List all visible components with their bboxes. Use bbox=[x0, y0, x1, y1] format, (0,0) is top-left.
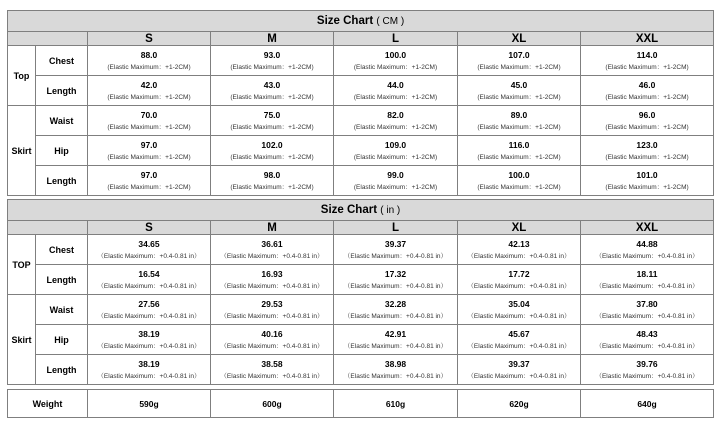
cm-size-cell bbox=[211, 76, 334, 106]
cm-measurement-value: 116.0 bbox=[508, 139, 530, 150]
cm-measurement-label: Waist bbox=[36, 106, 88, 136]
inch-group-label: TOP bbox=[8, 235, 36, 295]
inch-size-cell bbox=[458, 355, 581, 385]
cm-elastic-note: (Elastic Maximum：+1-2CM) bbox=[107, 183, 191, 191]
inch-measurement-value: 38.58 bbox=[261, 358, 283, 369]
inch-header-blank bbox=[8, 221, 88, 235]
cm-size-header-row bbox=[8, 32, 714, 46]
cm-measurement-value: 70.0 bbox=[140, 109, 158, 120]
inch-elastic-note: （Elastic Maximum：+0.4-0.81 in） bbox=[97, 342, 201, 350]
cm-size-cell bbox=[458, 76, 581, 106]
inch-size-header-row bbox=[8, 221, 714, 235]
inch-size-cell bbox=[88, 265, 211, 295]
cm-size-header: XXL bbox=[581, 32, 714, 46]
cm-measurement-value: 97.0 bbox=[140, 169, 158, 180]
cm-measurement-value: 123.0 bbox=[636, 139, 658, 150]
cm-data-row bbox=[8, 46, 714, 76]
cm-elastic-note: (Elastic Maximum：+1-2CM) bbox=[353, 153, 438, 161]
weight-value: 600g bbox=[211, 390, 334, 418]
cm-data-row bbox=[8, 166, 714, 196]
cm-elastic-note: (Elastic Maximum：+1-2CM) bbox=[107, 123, 191, 131]
inch-measurement-value: 34.65 bbox=[138, 238, 160, 249]
inch-size-cell bbox=[334, 235, 458, 265]
inch-size-cell bbox=[211, 325, 334, 355]
cm-measurement-value: 102.0 bbox=[261, 139, 283, 150]
cm-title-row bbox=[8, 11, 714, 32]
cm-title bbox=[8, 11, 714, 32]
cm-measurement-label: Hip bbox=[36, 136, 88, 166]
cm-size-cell bbox=[211, 106, 334, 136]
cm-measurement-value: 89.0 bbox=[510, 109, 528, 120]
cm-size-cell bbox=[334, 166, 458, 196]
cm-measurement-label: Length bbox=[36, 76, 88, 106]
cm-elastic-note: (Elastic Maximum：+1-2CM) bbox=[353, 183, 438, 191]
inch-size-header: L bbox=[334, 221, 458, 235]
cm-measurement-value: 43.0 bbox=[263, 79, 281, 90]
inch-size-cell bbox=[334, 325, 458, 355]
size-chart-inch-table bbox=[7, 199, 714, 385]
cm-elastic-note: (Elastic Maximum：+1-2CM) bbox=[605, 183, 689, 191]
cm-measurement-value: 46.0 bbox=[638, 79, 656, 90]
cm-size-cell bbox=[211, 136, 334, 166]
cm-elastic-note: (Elastic Maximum：+1-2CM) bbox=[477, 93, 561, 101]
inch-title-unit: ( in ) bbox=[380, 205, 401, 216]
inch-measurement-value: 17.72 bbox=[508, 268, 530, 279]
cm-size-header: S bbox=[88, 32, 211, 46]
cm-data-row bbox=[8, 76, 714, 106]
inch-elastic-note: （Elastic Maximum：+0.4-0.81 in） bbox=[595, 312, 699, 320]
cm-measurement-value: 101.0 bbox=[636, 169, 658, 180]
cm-measurement-value: 99.0 bbox=[387, 169, 404, 180]
cm-elastic-note: (Elastic Maximum：+1-2CM) bbox=[605, 63, 689, 71]
inch-elastic-note: （Elastic Maximum：+0.4-0.81 in） bbox=[220, 312, 324, 320]
inch-elastic-note: （Elastic Maximum：+0.4-0.81 in） bbox=[467, 372, 571, 380]
inch-elastic-note: （Elastic Maximum：+0.4-0.81 in） bbox=[467, 342, 571, 350]
inch-measurement-value: 42.91 bbox=[384, 328, 407, 339]
inch-elastic-note: （Elastic Maximum：+0.4-0.81 in） bbox=[220, 252, 324, 260]
cm-size-cell bbox=[88, 106, 211, 136]
cm-measurement-value: 97.0 bbox=[140, 139, 158, 150]
inch-measurement-value: 39.76 bbox=[636, 358, 658, 369]
weight-value: 610g bbox=[334, 390, 458, 418]
cm-measurement-value: 96.0 bbox=[638, 109, 656, 120]
inch-measurement-value: 17.32 bbox=[384, 268, 407, 279]
cm-group-label: Skirt bbox=[8, 106, 36, 196]
cm-size-cell bbox=[581, 46, 714, 76]
cm-size-cell bbox=[334, 76, 458, 106]
cm-size-cell bbox=[211, 166, 334, 196]
inch-size-header: XL bbox=[458, 221, 581, 235]
inch-size-cell bbox=[88, 295, 211, 325]
cm-size-cell bbox=[458, 46, 581, 76]
cm-size-cell bbox=[581, 106, 714, 136]
inch-measurement-value: 44.88 bbox=[636, 238, 658, 249]
inch-size-cell bbox=[211, 265, 334, 295]
cm-measurement-value: 45.0 bbox=[510, 79, 528, 90]
inch-measurement-label: Chest bbox=[36, 235, 88, 265]
cm-size-cell bbox=[334, 106, 458, 136]
cm-measurement-value: 100.0 bbox=[508, 169, 530, 180]
inch-measurement-value: 16.54 bbox=[138, 268, 160, 279]
inch-measurement-label: Hip bbox=[36, 325, 88, 355]
inch-measurement-value: 40.16 bbox=[261, 328, 283, 339]
inch-size-header: S bbox=[88, 221, 211, 235]
inch-size-cell bbox=[211, 355, 334, 385]
cm-elastic-note: (Elastic Maximum：+1-2CM) bbox=[107, 153, 191, 161]
inch-elastic-note: （Elastic Maximum：+0.4-0.81 in） bbox=[97, 312, 201, 320]
cm-size-cell bbox=[458, 136, 581, 166]
inch-elastic-note: （Elastic Maximum：+0.4-0.81 in） bbox=[343, 342, 448, 350]
inch-measurement-value: 38.19 bbox=[138, 328, 160, 339]
cm-size-cell bbox=[581, 136, 714, 166]
inch-elastic-note: （Elastic Maximum：+0.4-0.81 in） bbox=[97, 282, 201, 290]
cm-measurement-value: 114.0 bbox=[636, 49, 658, 60]
inch-size-cell bbox=[334, 355, 458, 385]
inch-elastic-note: （Elastic Maximum：+0.4-0.81 in） bbox=[220, 282, 324, 290]
inch-elastic-note: （Elastic Maximum：+0.4-0.81 in） bbox=[343, 372, 448, 380]
cm-measurement-value: 109.0 bbox=[384, 139, 407, 150]
cm-measurement-value: 98.0 bbox=[263, 169, 281, 180]
inch-measurement-value: 16.93 bbox=[261, 268, 283, 279]
inch-measurement-value: 38.19 bbox=[138, 358, 160, 369]
inch-size-cell bbox=[334, 265, 458, 295]
cm-measurement-value: 100.0 bbox=[384, 49, 407, 60]
inch-measurement-label: Length bbox=[36, 355, 88, 385]
inch-measurement-value: 39.37 bbox=[508, 358, 530, 369]
inch-size-cell bbox=[334, 295, 458, 325]
inch-elastic-note: （Elastic Maximum：+0.4-0.81 in） bbox=[467, 252, 571, 260]
cm-size-cell bbox=[458, 106, 581, 136]
cm-elastic-note: (Elastic Maximum：+1-2CM) bbox=[477, 153, 561, 161]
cm-measurement-value: 82.0 bbox=[387, 109, 404, 120]
inch-elastic-note: （Elastic Maximum：+0.4-0.81 in） bbox=[467, 312, 571, 320]
inch-data-row bbox=[8, 265, 714, 295]
cm-size-cell bbox=[458, 166, 581, 196]
inch-title-row bbox=[8, 200, 714, 221]
cm-measurement-label: Length bbox=[36, 166, 88, 196]
inch-measurement-value: 32.28 bbox=[384, 298, 407, 309]
cm-size-cell bbox=[581, 76, 714, 106]
inch-size-cell bbox=[211, 235, 334, 265]
cm-size-header: XL bbox=[458, 32, 581, 46]
inch-size-cell bbox=[581, 235, 714, 265]
inch-title bbox=[8, 200, 714, 221]
size-chart-cm-table bbox=[7, 10, 714, 196]
inch-size-cell bbox=[581, 355, 714, 385]
inch-measurement-value: 27.56 bbox=[138, 298, 160, 309]
cm-elastic-note: (Elastic Maximum：+1-2CM) bbox=[230, 93, 314, 101]
cm-measurement-value: 107.0 bbox=[508, 49, 530, 60]
inch-measurement-value: 39.37 bbox=[384, 238, 407, 249]
cm-header-blank bbox=[8, 32, 88, 46]
cm-elastic-note: (Elastic Maximum：+1-2CM) bbox=[353, 63, 438, 71]
cm-size-cell bbox=[211, 46, 334, 76]
inch-measurement-value: 45.67 bbox=[508, 328, 530, 339]
cm-size-cell bbox=[334, 46, 458, 76]
cm-elastic-note: (Elastic Maximum：+1-2CM) bbox=[477, 123, 561, 131]
cm-elastic-note: (Elastic Maximum：+1-2CM) bbox=[230, 63, 314, 71]
cm-size-cell bbox=[88, 76, 211, 106]
cm-measurement-label: Chest bbox=[36, 46, 88, 76]
cm-elastic-note: (Elastic Maximum：+1-2CM) bbox=[353, 123, 438, 131]
inch-elastic-note: （Elastic Maximum：+0.4-0.81 in） bbox=[595, 372, 699, 380]
inch-elastic-note: （Elastic Maximum：+0.4-0.81 in） bbox=[97, 252, 201, 260]
inch-measurement-label: Length bbox=[36, 265, 88, 295]
cm-elastic-note: (Elastic Maximum：+1-2CM) bbox=[107, 63, 191, 71]
weight-table bbox=[7, 389, 714, 418]
cm-elastic-note: (Elastic Maximum：+1-2CM) bbox=[107, 93, 191, 101]
inch-data-row bbox=[8, 325, 714, 355]
cm-data-row bbox=[8, 106, 714, 136]
inch-size-cell bbox=[458, 235, 581, 265]
inch-measurement-value: 36.61 bbox=[261, 238, 283, 249]
inch-elastic-note: （Elastic Maximum：+0.4-0.81 in） bbox=[467, 282, 571, 290]
inch-size-cell bbox=[88, 355, 211, 385]
weight-value: 620g bbox=[458, 390, 581, 418]
inch-group-label: Skirt bbox=[8, 295, 36, 385]
cm-size-header: M bbox=[211, 32, 334, 46]
cm-elastic-note: (Elastic Maximum：+1-2CM) bbox=[605, 123, 689, 131]
cm-elastic-note: (Elastic Maximum：+1-2CM) bbox=[605, 93, 689, 101]
inch-measurement-value: 18.11 bbox=[636, 268, 658, 279]
cm-elastic-note: (Elastic Maximum：+1-2CM) bbox=[477, 63, 561, 71]
inch-elastic-note: （Elastic Maximum：+0.4-0.81 in） bbox=[595, 342, 699, 350]
inch-elastic-note: （Elastic Maximum：+0.4-0.81 in） bbox=[595, 282, 699, 290]
inch-size-cell bbox=[211, 295, 334, 325]
inch-elastic-note: （Elastic Maximum：+0.4-0.81 in） bbox=[343, 282, 448, 290]
inch-data-row bbox=[8, 295, 714, 325]
cm-size-cell bbox=[88, 166, 211, 196]
inch-measurement-value: 38.98 bbox=[384, 358, 407, 369]
weight-row bbox=[8, 390, 714, 418]
cm-measurement-value: 88.0 bbox=[140, 49, 158, 60]
cm-data-row bbox=[8, 136, 714, 166]
inch-measurement-value: 42.13 bbox=[508, 238, 530, 249]
cm-size-cell bbox=[334, 136, 458, 166]
inch-elastic-note: （Elastic Maximum：+0.4-0.81 in） bbox=[343, 312, 448, 320]
inch-elastic-note: （Elastic Maximum：+0.4-0.81 in） bbox=[343, 252, 448, 260]
cm-elastic-note: (Elastic Maximum：+1-2CM) bbox=[230, 183, 314, 191]
cm-size-cell bbox=[88, 46, 211, 76]
cm-elastic-note: (Elastic Maximum：+1-2CM) bbox=[605, 153, 689, 161]
inch-measurement-value: 29.53 bbox=[261, 298, 283, 309]
inch-title-text: Size Chart bbox=[320, 204, 378, 216]
inch-size-cell bbox=[458, 325, 581, 355]
inch-size-cell bbox=[88, 325, 211, 355]
inch-measurement-value: 35.04 bbox=[508, 298, 530, 309]
cm-elastic-note: (Elastic Maximum：+1-2CM) bbox=[477, 183, 561, 191]
inch-data-row bbox=[8, 235, 714, 265]
cm-elastic-note: (Elastic Maximum：+1-2CM) bbox=[230, 153, 314, 161]
inch-measurement-value: 37.80 bbox=[636, 298, 658, 309]
inch-size-cell bbox=[458, 265, 581, 295]
inch-size-cell bbox=[581, 325, 714, 355]
inch-size-header: XXL bbox=[581, 221, 714, 235]
weight-value: 590g bbox=[88, 390, 211, 418]
inch-size-header: M bbox=[211, 221, 334, 235]
cm-title-unit: ( CM ) bbox=[376, 16, 405, 27]
inch-data-row bbox=[8, 355, 714, 385]
cm-measurement-value: 44.0 bbox=[387, 79, 404, 90]
cm-elastic-note: (Elastic Maximum：+1-2CM) bbox=[230, 123, 314, 131]
cm-size-cell bbox=[88, 136, 211, 166]
inch-size-cell bbox=[88, 235, 211, 265]
inch-size-cell bbox=[581, 295, 714, 325]
inch-elastic-note: （Elastic Maximum：+0.4-0.81 in） bbox=[595, 252, 699, 260]
cm-measurement-value: 93.0 bbox=[263, 49, 281, 60]
inch-size-cell bbox=[458, 295, 581, 325]
inch-measurement-value: 48.43 bbox=[636, 328, 658, 339]
inch-elastic-note: （Elastic Maximum：+0.4-0.81 in） bbox=[220, 372, 324, 380]
cm-elastic-note: (Elastic Maximum：+1-2CM) bbox=[353, 93, 438, 101]
cm-group-label: Top bbox=[8, 46, 36, 106]
weight-value: 640g bbox=[581, 390, 714, 418]
inch-elastic-note: （Elastic Maximum：+0.4-0.81 in） bbox=[220, 342, 324, 350]
cm-measurement-value: 75.0 bbox=[263, 109, 281, 120]
inch-size-cell bbox=[581, 265, 714, 295]
inch-measurement-label: Waist bbox=[36, 295, 88, 325]
cm-measurement-value: 42.0 bbox=[140, 79, 158, 90]
weight-label: Weight bbox=[8, 390, 88, 418]
cm-size-header: L bbox=[334, 32, 458, 46]
inch-elastic-note: （Elastic Maximum：+0.4-0.81 in） bbox=[97, 372, 201, 380]
cm-title-text: Size Chart bbox=[316, 15, 374, 27]
cm-size-cell bbox=[581, 166, 714, 196]
